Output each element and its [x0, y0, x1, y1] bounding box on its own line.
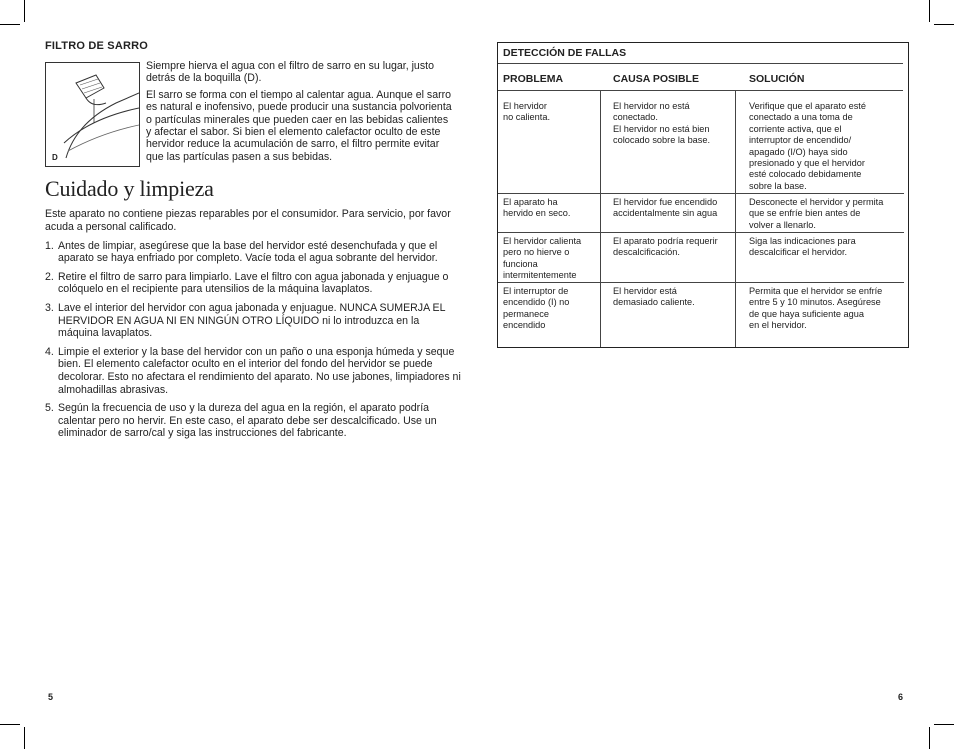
step-text: Antes de limpiar, asegúrese que la base del hervidor esté desenchufada y que el aparato se haya enfriado por completo. Vacíe toda el agua sobrante del hervidor.: [58, 239, 438, 265]
troubleshooting-table: [497, 42, 909, 348]
crop-mark: [24, 727, 25, 749]
title-rule: [498, 63, 903, 64]
figure-label: D: [52, 153, 58, 162]
header-rule: [498, 90, 903, 91]
table-title: DETECCIÓN DE FALLAS: [503, 47, 627, 59]
crop-mark: [24, 0, 25, 22]
row-rule: [498, 193, 904, 194]
row-solution: Siga las indicaciones para descalcificar el hervidor.: [749, 236, 856, 258]
row-solution: Desconecte el hervidor y permita que se enfríe bien antes de volver a llenarlo.: [749, 197, 884, 230]
kettle-spout-illustration: [46, 63, 139, 166]
header-solution: SOLUCIÓN: [749, 73, 805, 85]
crop-mark: [929, 0, 930, 22]
step-text: Limpie el exterior y la base del hervidor con un paño o una esponja húmeda y seque bien. El elemento calefactor oculto en el interior del fondo del hervidor se puede decolorar. Esto no afectara el rendimiento del aparato. No use jabones, limpiadores ni almohadillas abrasivas.: [58, 345, 461, 396]
row-cause: El hervidor está demasiado caliente.: [613, 286, 695, 308]
crop-mark: [0, 24, 20, 25]
step-text: Lave el interior del hervidor con agua jabonada y enjuague. NUNCA SUMERJA EL HERVIDOR EN AGUA NI EN NINGÚN OTRO LÍQUIDO ni lo introduzca en la máquina lavaplatos.: [58, 301, 446, 340]
filter-text: [146, 60, 456, 167]
crop-mark: [934, 724, 954, 725]
care-steps: [45, 240, 461, 440]
row-problem: El hervidor no calienta.: [503, 101, 550, 123]
care-intro: Este aparato no contiene piezas reparables por el consumidor. Para servicio, por favor acuda a personal calificado.: [45, 208, 451, 233]
crop-mark: [929, 727, 930, 749]
header-cause: CAUSA POSIBLE: [613, 73, 699, 85]
column-divider: [600, 90, 601, 347]
page-number-left: 5: [48, 692, 54, 702]
kettle-spout-figure: [45, 62, 140, 167]
page-number-right: 6: [898, 692, 904, 702]
step-number: 3.: [45, 301, 54, 314]
row-solution: Verifique que el aparato esté conectado a una toma de corriente activa, que el interruptor de encendido/ apagado (I/O) haya sido presionado y que el hervidor esté colocado debidamente sobre la base.: [749, 101, 866, 191]
care-step: [45, 402, 461, 440]
step-number: 2.: [45, 270, 54, 283]
row-rule: [498, 232, 904, 233]
header-problem: PROBLEMA: [503, 73, 564, 85]
filter-block: [45, 60, 461, 166]
row-rule: [498, 282, 904, 283]
care-step: [45, 240, 461, 265]
care-step: [45, 271, 461, 296]
column-divider: [735, 90, 736, 347]
step-text: Según la frecuencia de uso y la dureza del agua en la región, el aparato podría calentar pero no hervir. En este caso, el aparato debe ser descalcificado. Use un eliminador de sarro/cal y siga las instrucciones del fabricante.: [58, 402, 437, 440]
crop-mark: [934, 24, 954, 25]
row-cause: El hervidor fue encendido accidentalmente sin agua: [613, 197, 718, 219]
step-number: 1.: [45, 239, 54, 252]
row-problem: El aparato ha hervido en seco.: [503, 197, 571, 219]
step-number: 4.: [45, 345, 54, 358]
filter-heading: FILTRO DE SARRO: [45, 40, 149, 52]
care-step: [45, 346, 461, 396]
row-solution: Permita que el hervidor se enfríe entre 5 y 10 minutos. Asegúrese de que haya suficiente agua en el hervidor.: [749, 286, 883, 331]
care-title: Cuidado y limpieza: [45, 176, 214, 201]
row-cause: El hervidor no está conectado. El hervidor no está bien colocado sobre la base.: [613, 101, 711, 146]
row-problem: El hervidor calienta pero no hierve o funciona intermitentemente: [503, 236, 582, 281]
row-problem: El interruptor de encendido (I) no permanece encendido: [503, 286, 570, 331]
left-page: [45, 40, 461, 446]
filter-paragraph-2: El sarro se forma con el tiempo al calentar agua. Aunque el sarro es natural e inofensivo, puede producir una sustancia polvorienta o partículas minerales que pueden caer en las bebidas calientes y afectar el sabor. Si bien el elemento calefactor oculto de este hervidor reduce la acumulación de sarro, el filtro permite evitar que las partículas pasen a sus bebidas.: [146, 88, 452, 163]
step-text: Retire el filtro de sarro para limpiarlo. Lave el filtro con agua jabonada y enjuague o colóquelo en el recipiente para utensilios de la máquina lavaplatos.: [58, 270, 449, 296]
care-step: [45, 302, 461, 340]
filter-paragraph-1: Siempre hierva el agua con el filtro de sarro en su lugar, justo detrás de la boquilla (D).: [146, 60, 434, 85]
crop-mark: [0, 724, 20, 725]
row-cause: El aparato podría requerir descalcificación.: [613, 236, 718, 258]
step-number: 5.: [45, 402, 54, 415]
